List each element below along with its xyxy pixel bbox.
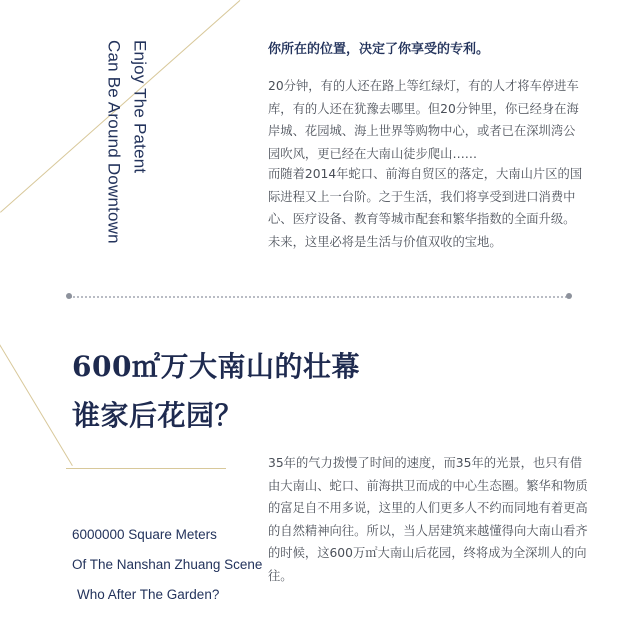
section1-paragraph-1: 20分钟，有的人还在路上等红绿灯，有的人才将车停进车库，有的人还在犹豫去哪里。但20分钟里，你已经身在海岸城、花园城、海上世界等购物中心，或者已在深圳湾公园吹风，更已经在大南山徒步爬山…… — [268, 79, 579, 161]
section2-paragraph: 35年的气力拨慢了时间的速度，而35年的光景，也只有借由大南山、蛇口、前海拱卫而成的中心生态圈。繁华和物质的富足自不用多说，这里的人们更多人不约而同地有着更高的自然精神向往。所以，当人居建筑来越懂得向大南山看齐的时候，这600万㎡大南山后花园，终将成为全深圳人的向往。 — [268, 456, 588, 583]
vertical-english-tagline — [100, 40, 153, 244]
section2-english-line-1: 6000000 Square Meters — [72, 527, 217, 542]
tagline-line-2: Can Be Around Downtown — [104, 40, 124, 244]
section2-title-line-2: 谁家后花园？ — [72, 399, 244, 432]
section1-heading: 你所在的位置，决定了你享受的专利。 — [268, 42, 490, 57]
decorative-diagonal-line-bottom — [0, 268, 73, 466]
section2-title-line-1: 600㎡万大南山的壮幕 — [72, 350, 360, 383]
section2-english-line-2: Of The Nanshan Zhuang Scene — [72, 557, 263, 572]
decorative-horizontal-line-bottom — [66, 468, 226, 469]
divider-dot-right — [566, 293, 572, 299]
divider-dot-left — [66, 293, 72, 299]
dotted-divider — [70, 296, 570, 298]
tagline-line-1: Enjoy The Patent — [130, 40, 150, 174]
section1-paragraph-2: 而随着2014年蛇口、前海自贸区的落定，大南山片区的国际进程又上一台阶。之于生活，我们将享受到进口消费中心、医疗设备、教育等城市配套和繁华指数的全面升级。未来，这里必将是生活与价值双收的宝地。 — [268, 167, 583, 249]
section2-english-line-3: Who After The Garden? — [77, 587, 220, 602]
